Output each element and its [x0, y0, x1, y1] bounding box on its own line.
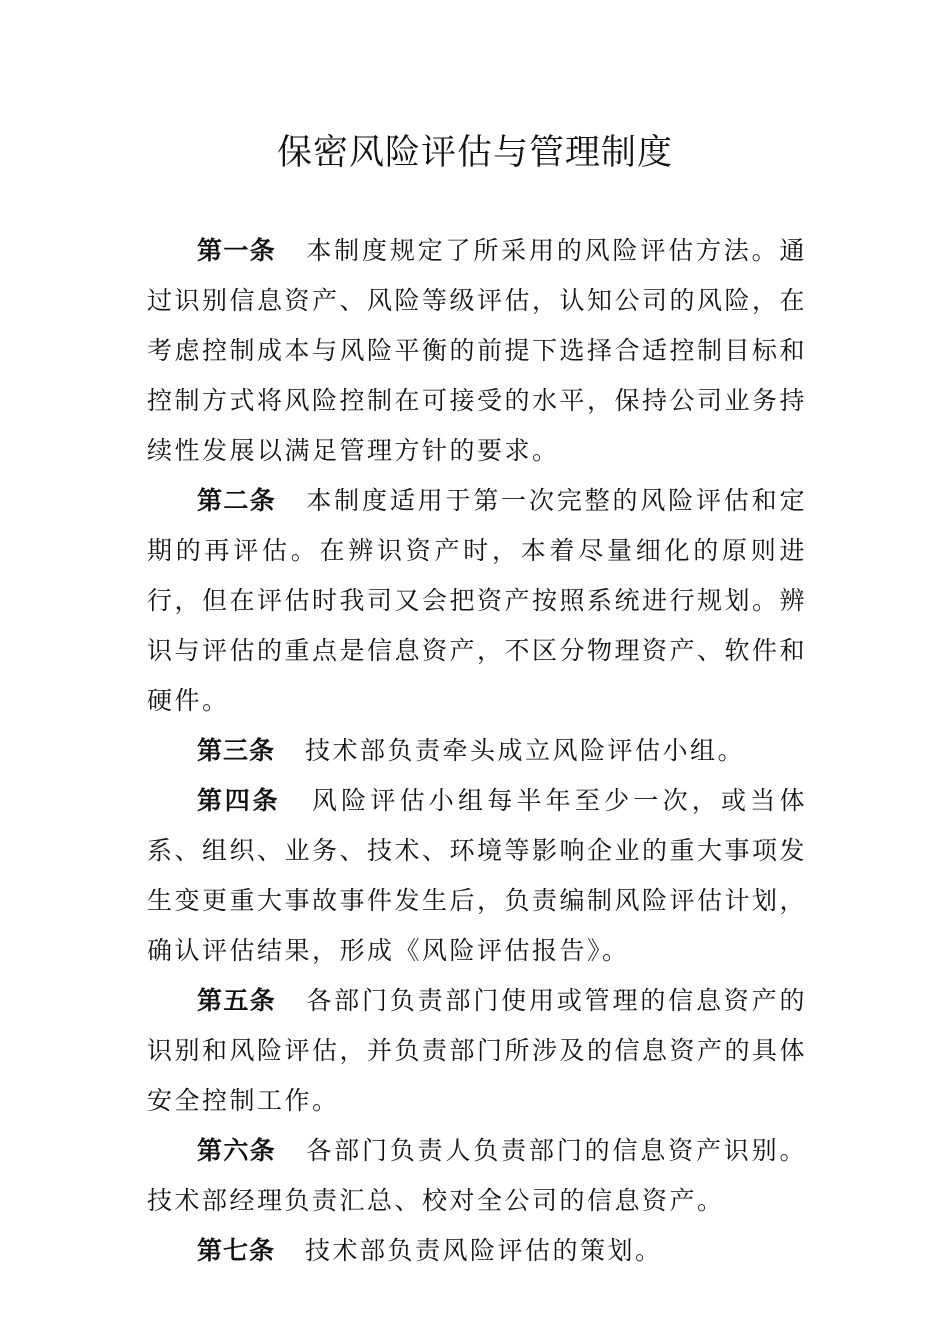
- article-text: 各部门负责部门使用或管理的信息资产的识别和风险评估，并负责部门所涉及的信息资产的具体安全控制工作。: [147, 986, 808, 1115]
- article-label: 第三条: [197, 736, 276, 765]
- document-title: 保密风险评估与管理制度: [276, 133, 673, 173]
- article-label: 第七条: [197, 1236, 276, 1265]
- article-3: [147, 726, 807, 776]
- article-text: 技术部负责风险评估的策划。: [305, 1236, 663, 1265]
- article-4: [147, 776, 807, 976]
- article-1: [147, 226, 807, 476]
- article-7: [147, 1226, 807, 1276]
- article-label: 第六条: [197, 1136, 276, 1165]
- article-text: 各部门负责人负责部门的信息资产识别。技术部经理负责汇总、校对全公司的信息资产。: [147, 1136, 807, 1215]
- article-text: 本制度适用于第一次完整的风险评估和定期的再评估。在辨识资产时，本着尽量细化的原则进行，但在评估时我司又会把资产按照系统进行规划。辨识与评估的重点是信息资产，不区分物理资产、软件和硬件。: [147, 486, 808, 715]
- article-text: 本制度规定了所采用的风险评估方法。通过识别信息资产、风险等级评估，认知公司的风险，在考虑控制成本与风险平衡的前提下选择合适控制目标和控制方式将风险控制在可接受的水平，保持公司业务持续性发展以满足管理方针的要求。: [147, 236, 808, 465]
- article-label: 第四条: [197, 786, 281, 815]
- article-2: [147, 476, 807, 726]
- article-label: 第一条: [197, 236, 276, 265]
- article-label: 第五条: [197, 986, 276, 1015]
- article-text: 技术部负责牵头成立风险评估小组。: [305, 736, 746, 765]
- document-body: [147, 226, 807, 1276]
- article-6: [147, 1126, 807, 1226]
- article-label: 第二条: [197, 486, 276, 515]
- article-text: 风险评估小组每半年至少一次，或当体系、组织、业务、技术、环境等影响企业的重大事项发生变更重大事故事件发生后，负责编制风险评估计划，确认评估结果，形成《风险评估报告》。: [147, 786, 808, 965]
- article-5: [147, 976, 807, 1126]
